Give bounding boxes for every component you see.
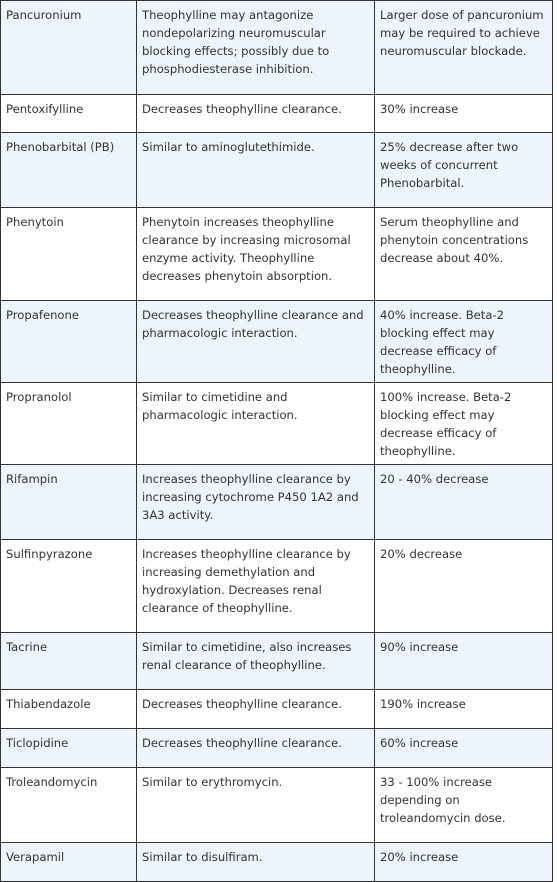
result-cell: 60% increase [375,729,553,768]
result-cell: Serum theophylline and phenytoin concentrations decrease about 40%. [375,208,553,301]
drug-cell: Rifampin [1,465,137,540]
table-row [1,633,553,690]
table-row [1,1,553,95]
table-row [1,729,553,768]
effect-cell: Increases theophylline clearance by increasing cytochrome P450 1A2 and 3A3 activity. [137,465,375,540]
result-cell: 100% increase. Beta-2 blocking effect may decrease efficacy of theophylline. [375,383,553,465]
drug-cell: Tacrine [1,633,137,690]
result-cell: 20% increase [375,843,553,882]
effect-cell: Increases theophylline clearance by increasing demethylation and hydroxylation. Decreases renal clearance of theophylline. [137,540,375,633]
drug-cell: Propranolol [1,383,137,465]
result-cell: 20% decrease [375,540,553,633]
result-cell: 25% decrease after two weeks of concurrent Phenobarbital. [375,133,553,208]
table-row [1,133,553,208]
effect-cell: Decreases theophylline clearance. [137,95,375,133]
effect-cell: Decreases theophylline clearance. [137,690,375,729]
drug-cell: Propafenone [1,301,137,383]
table-row [1,95,553,133]
table-row [1,301,553,383]
drug-cell: Thiabendazole [1,690,137,729]
effect-cell: Decreases theophylline clearance. [137,729,375,768]
effect-cell: Decreases theophylline clearance and pharmacologic interaction. [137,301,375,383]
table-body [1,1,553,882]
result-cell: 30% increase [375,95,553,133]
effect-cell: Similar to disulfiram. [137,843,375,882]
effect-cell: Phenytoin increases theophylline clearance by increasing microsomal enzyme activity. Theophylline decreases phenytoin absorption. [137,208,375,301]
table-row [1,383,553,465]
table-row [1,208,553,301]
effect-cell: Theophylline may antagonize nondepolarizing neuromuscular blocking effects; possibly due to phosphodiesterase inhibition. [137,1,375,95]
result-cell: 190% increase [375,690,553,729]
drug-cell: Phenytoin [1,208,137,301]
drug-cell: Pancuronium [1,1,137,95]
result-cell: 20 - 40% decrease [375,465,553,540]
table-row [1,690,553,729]
drug-cell: Pentoxifylline [1,95,137,133]
result-cell: Larger dose of pancuronium may be required to achieve neuromuscular blockade. [375,1,553,95]
drug-cell: Phenobarbital (PB) [1,133,137,208]
drug-cell: Verapamil [1,843,137,882]
drug-cell: Ticlopidine [1,729,137,768]
result-cell: 90% increase [375,633,553,690]
table-row [1,540,553,633]
effect-cell: Similar to cimetidine and pharmacologic interaction. [137,383,375,465]
effect-cell: Similar to erythromycin. [137,768,375,843]
drug-cell: Sulfinpyrazone [1,540,137,633]
effect-cell: Similar to aminoglutethimide. [137,133,375,208]
effect-cell: Similar to cimetidine, also increases renal clearance of theophylline. [137,633,375,690]
result-cell: 40% increase. Beta-2 blocking effect may decrease efficacy of theophylline. [375,301,553,383]
table-row [1,768,553,843]
drug-cell: Troleandomycin [1,768,137,843]
result-cell: 33 - 100% increase depending on troleandomycin dose. [375,768,553,843]
table-row [1,465,553,540]
